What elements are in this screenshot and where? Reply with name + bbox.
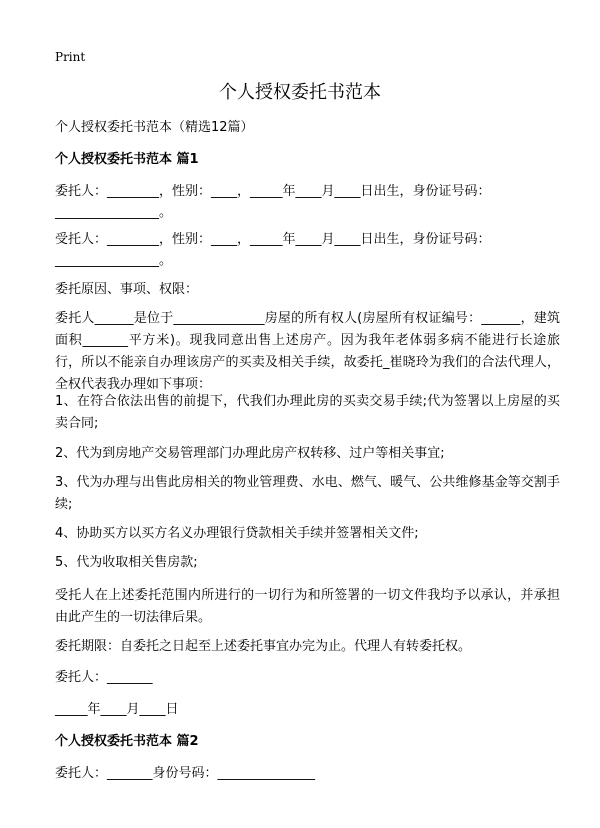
list-item-3: 3、代为办理与出售此房相关的物业管理费、水电、燃气、暖气、公共维修基金等交割手续; bbox=[55, 475, 560, 512]
list-item-4: 4、协助买方以买方名义办理银行贷款相关手续并签署相关文件; bbox=[55, 526, 419, 541]
reasons-label: 委托原因、事项、权限： bbox=[55, 282, 199, 297]
list-item-2: 2、代为到房地产交易管理部门办理此房产权转移、过户等相关事宜; bbox=[55, 446, 445, 461]
section-2-heading: 个人授权委托书范本 篇2 bbox=[55, 734, 199, 749]
document-subtitle: 个人授权委托书范本（精选12篇） bbox=[55, 120, 254, 135]
principal-line-1: 委托人：________，性别：____，_____年____月____日出生，身份证号码： bbox=[55, 184, 491, 199]
term-paragraph: 委托期限：自委托之日起至上述委托事宜办完为止。代理人有转委托权。 bbox=[55, 639, 472, 654]
principal-line-2: ________________。 bbox=[55, 205, 173, 220]
date-line: _____年____月____日 bbox=[55, 702, 179, 717]
section-2-principal-line: 委托人：_______身份号码：_______________ bbox=[55, 766, 316, 781]
agent-line-1: 受托人：________，性别：____，_____年____月____日出生，身份证号码： bbox=[55, 232, 491, 247]
list-item-1: 1、在符合依法出售的前提下，代我们办理此房的买卖交易手续;代为签署以上房屋的买卖合同; bbox=[55, 394, 560, 431]
list-item-5: 5、代为收取相关售房款; bbox=[55, 555, 198, 570]
print-link[interactable]: Print bbox=[55, 50, 86, 64]
paragraph-1: 委托人______是位于______________房屋的所有权人(房屋所有权证编号：______，建筑面积_______平方米)。现我同意出售上述房产。因为我年老体弱多病不能进行长途旅行，所以不能亲自办理该房产的买卖及相关手续，故委托_崔晓玲为我们的合法代理人，全权代表我办理如下事项： bbox=[55, 311, 560, 392]
agent-line-2: ________________。 bbox=[55, 253, 173, 268]
page-title: 个人授权委托书范本 bbox=[219, 82, 381, 103]
acknowledgement-paragraph: 受托人在上述委托范围内所进行的一切行为和所签署的一切文件我均予以承认，并承担由此产生的一切法律后果。 bbox=[55, 588, 560, 625]
signature-line: 委托人：_______ bbox=[55, 670, 153, 685]
section-1-heading: 个人授权委托书范本 篇1 bbox=[55, 152, 199, 167]
